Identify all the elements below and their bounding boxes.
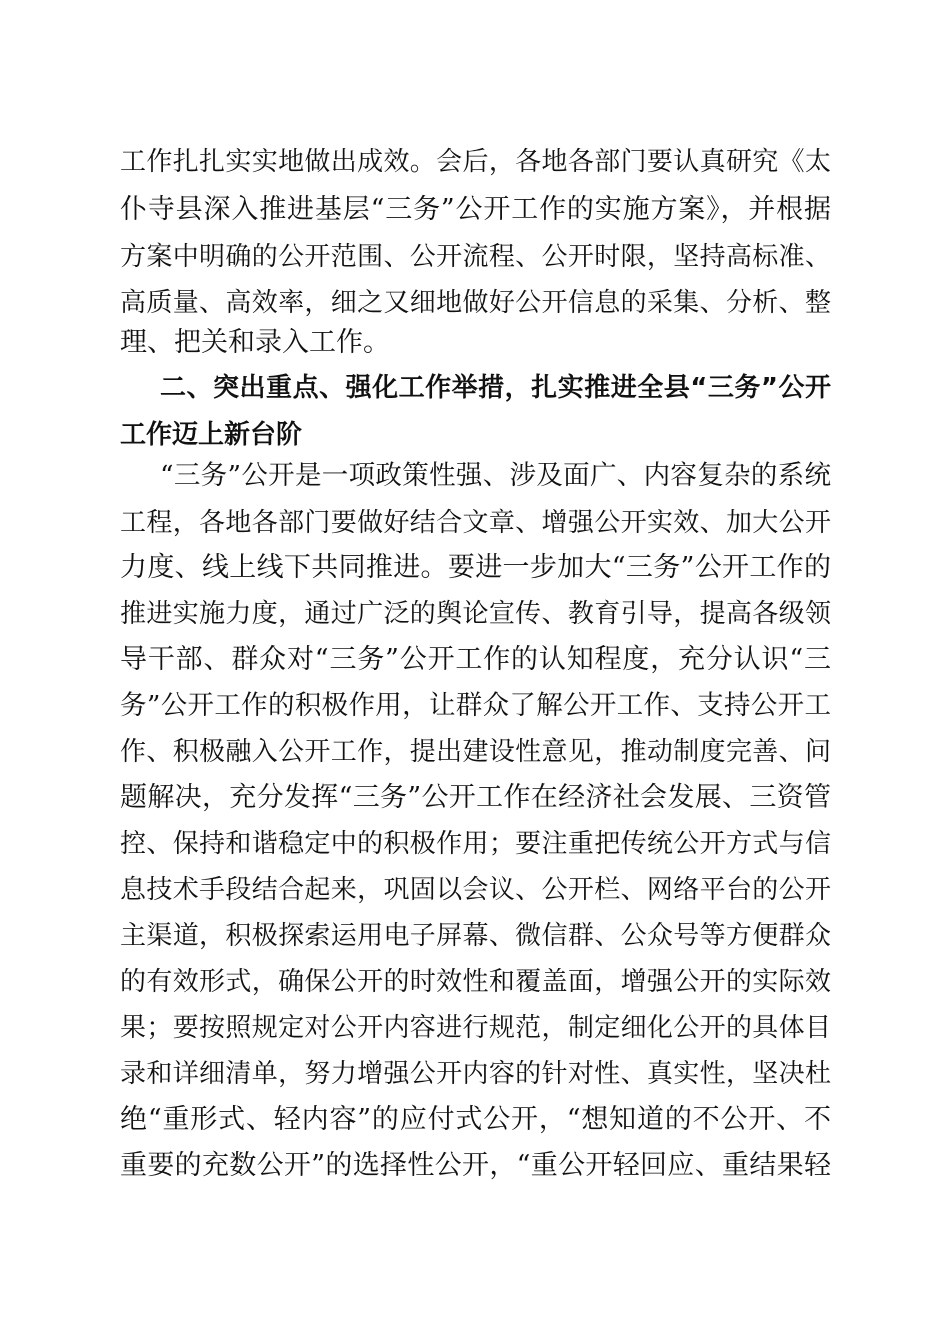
text-line	[0, 237, 950, 277]
text-line	[0, 732, 950, 772]
line-text: 方案中明确的公开范围、公开流程、公开时限，坚持高标准、	[120, 242, 831, 272]
line-text: 重要的充数公开”的选择性公开，“重公开轻回应、重结果轻	[120, 1150, 831, 1181]
text-line	[0, 594, 950, 634]
line-text: 高质量、高效率，细之又细地做好公开信息的采集、分析、整	[120, 288, 831, 318]
text-line	[0, 1100, 950, 1140]
section-heading-line	[0, 368, 950, 408]
text-line	[0, 190, 950, 230]
line-text: 导干部、群众对“三务”公开工作的认知程度，充分认识“三	[120, 644, 831, 675]
text-line	[0, 503, 950, 543]
text-line	[0, 824, 950, 864]
line-text: 的有效形式，确保公开的时效性和覆盖面，增强公开的实际效	[120, 967, 831, 997]
line-text: 绝“重形式、轻内容”的应付式公开，“想知道的不公开、不	[120, 1104, 831, 1135]
line-text: 主渠道，积极探索运用电子屏幕、微信群、公众号等方便群众	[120, 921, 831, 951]
text-line	[0, 548, 950, 588]
line-text: 题解决，充分发挥“三务”公开工作在经济社会发展、三资管	[120, 782, 831, 813]
text-line	[0, 962, 950, 1002]
text-line	[0, 640, 950, 680]
text-line	[0, 870, 950, 910]
text-line	[0, 778, 950, 818]
line-text: 控、保持和谐稳定中的积极作用；要注重把传统公开方式与信	[120, 829, 831, 859]
line-text: 力度、线上线下共同推进。要进一步加大“三务”公开工作的	[120, 552, 831, 583]
text-line	[0, 1008, 950, 1048]
line-text: 工程，各地各部门要做好结合文章、增强公开实效、加大公开	[120, 508, 831, 538]
line-text: 果；要按照规定对公开内容进行规范，制定细化公开的具体目	[120, 1013, 831, 1043]
line-text: 录和详细清单，努力增强公开内容的针对性、真实性，坚决杜	[120, 1059, 831, 1089]
line-text: 仆寺县深入推进基层“三务”公开工作的实施方案》，并根据	[120, 194, 831, 225]
line-text: 务”公开工作的积极作用，让群众了解公开工作、支持公开工	[120, 690, 831, 721]
heading-text: 二、突出重点、强化工作举措，扎实推进全县“三务”公开	[160, 373, 831, 403]
text-line	[0, 686, 950, 726]
line-text: “三务”公开是一项政策性强、涉及面广、内容复杂的系统	[160, 460, 831, 491]
text-line	[0, 283, 950, 323]
heading-text: 工作迈上新台阶	[120, 420, 303, 450]
text-line	[0, 456, 950, 496]
line-text: 工作扎扎实实地做出成效。会后，各地各部门要认真研究《太	[120, 147, 831, 177]
text-line	[0, 142, 950, 182]
text-line	[0, 1146, 950, 1186]
text-line	[0, 916, 950, 956]
line-text: 作、积极融入公开工作，提出建设性意见，推动制度完善、问	[120, 737, 831, 767]
line-text: 推进实施力度，通过广泛的舆论宣传、教育引导，提高各级领	[120, 599, 831, 629]
line-text: 息技术手段结合起来，巩固以会议、公开栏、网络平台的公开	[120, 875, 831, 905]
text-line	[0, 1054, 950, 1094]
line-text: 理、把关和录入工作。	[120, 327, 390, 358]
text-line	[0, 323, 950, 363]
section-heading-line	[0, 415, 950, 455]
